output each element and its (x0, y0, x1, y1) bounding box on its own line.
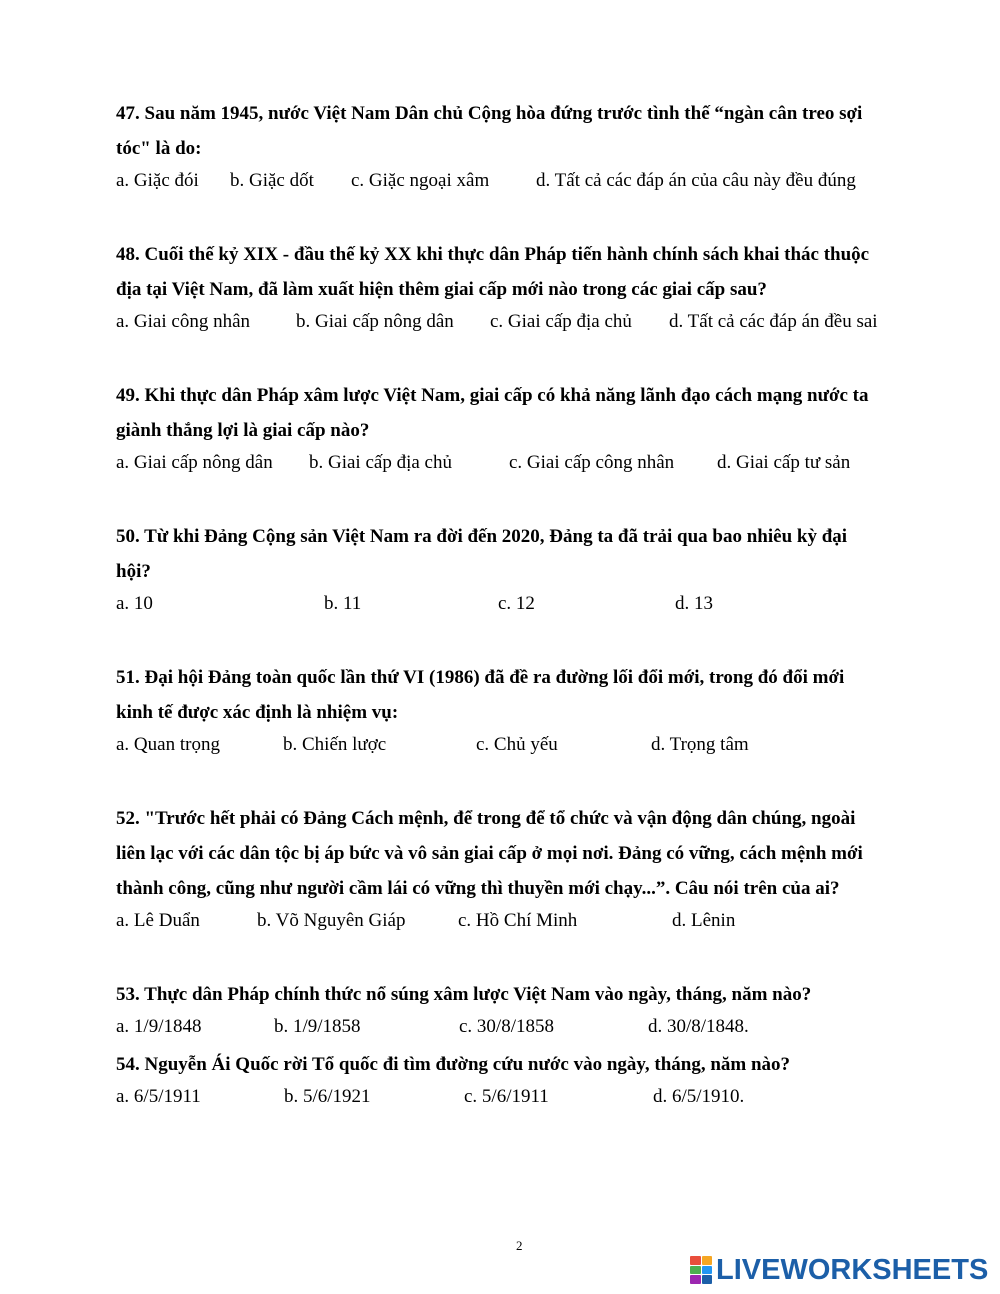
question-text: liên lạc với các dân tộc bị áp bức và vô sản giai cấp ở mọi nơi. Đảng có vững, cách mệnh mới (116, 843, 863, 864)
answer-options (116, 307, 936, 337)
answer-options (116, 730, 936, 760)
option-c[interactable]: c. 5/6/1911 (464, 1086, 549, 1107)
question-50 (116, 519, 936, 619)
answer-options (116, 906, 936, 936)
question-text: kinh tế được xác định là nhiệm vụ: (116, 702, 399, 723)
question-text: 48. Cuối thế kỷ XIX - đầu thế kỷ XX khi thực dân Pháp tiến hành chính sách khai thác thuộc (116, 244, 870, 265)
option-d[interactable]: d. Lênin (672, 910, 736, 931)
option-a[interactable]: a. Giai cấp nông dân (116, 452, 273, 473)
answer-options (116, 1012, 936, 1042)
option-d[interactable]: d. Trọng tâm (651, 734, 749, 755)
option-c[interactable]: c. Chủ yếu (476, 734, 558, 755)
question-text: hội? (116, 561, 151, 582)
option-b[interactable]: b. Giai cấp địa chủ (309, 452, 452, 473)
question-text: 49. Khi thực dân Pháp xâm lược Việt Nam, giai cấp có khả năng lãnh đạo cách mạng nước ta (116, 385, 869, 406)
option-b[interactable]: b. Chiến lược (283, 734, 387, 755)
question-51 (116, 660, 936, 760)
question-text: 51. Đại hội Đảng toàn quốc lần thứ VI (1986) đã đề ra đường lối đổi mới, trong đó đổi mới (116, 667, 845, 688)
option-b[interactable]: b. 11 (324, 593, 362, 614)
question-text: 54. Nguyễn Ái Quốc rời Tổ quốc đi tìm đường cứu nước vào ngày, tháng, năm nào? (116, 1054, 791, 1075)
question-text: 53. Thực dân Pháp chính thức nổ súng xâm lược Việt Nam vào ngày, tháng, năm nào? (116, 984, 812, 1005)
option-b[interactable]: b. 1/9/1858 (274, 1016, 361, 1037)
question-52 (116, 801, 936, 936)
option-d[interactable]: d. Tất cả các đáp án của câu này đều đúng (536, 170, 856, 191)
question-text: 52. "Trước hết phải có Đảng Cách mệnh, để trong để tổ chức và vận động dân chúng, ngoài (116, 808, 856, 829)
option-d[interactable]: d. 13 (675, 593, 713, 614)
option-c[interactable]: c. Giai cấp công nhân (509, 452, 675, 473)
question-text: 47. Sau năm 1945, nước Việt Nam Dân chủ Cộng hòa đứng trước tình thế “ngàn cân treo sợi (116, 103, 863, 124)
option-a[interactable]: a. Quan trọng (116, 734, 220, 755)
option-c[interactable]: c. Giặc ngoại xâm (351, 170, 490, 191)
question-text: tóc" là do: (116, 138, 202, 159)
option-a[interactable]: a. Lê Duẩn (116, 910, 200, 931)
option-b[interactable]: b. Giặc dốt (230, 170, 314, 191)
question-48 (116, 237, 936, 337)
option-a[interactable]: a. 6/5/1911 (116, 1086, 201, 1107)
question-text: thành công, cũng như người cầm lái có vững thì thuyền mới chạy...”. Câu nói trên của ai? (116, 878, 840, 899)
answer-options (116, 166, 936, 196)
logo-grid-icon (690, 1256, 712, 1284)
option-c[interactable]: c. 30/8/1858 (459, 1016, 554, 1037)
question-54 (116, 1047, 936, 1112)
question-text: địa tại Việt Nam, đã làm xuất hiện thêm giai cấp mới nào trong các giai cấp sau? (116, 279, 767, 300)
logo-text: LIVEWORKSHEETS (716, 1253, 989, 1286)
option-c[interactable]: c. Hồ Chí Minh (458, 910, 578, 931)
option-b[interactable]: b. Giai cấp nông dân (296, 311, 454, 332)
question-47 (116, 96, 936, 196)
option-c[interactable]: c. 12 (498, 593, 535, 614)
question-text: 50. Từ khi Đảng Cộng sản Việt Nam ra đời đến 2020, Đảng ta đã trải qua bao nhiêu kỳ đại (116, 526, 848, 547)
option-b[interactable]: b. Võ Nguyên Giáp (257, 910, 406, 931)
option-b[interactable]: b. 5/6/1921 (284, 1086, 371, 1107)
page-number: 2 (516, 1238, 523, 1253)
option-d[interactable]: d. 30/8/1848. (648, 1016, 749, 1037)
answer-options (116, 1082, 936, 1112)
answer-options (116, 589, 936, 619)
liveworksheets-logo[interactable] (690, 1250, 988, 1290)
question-53 (116, 977, 936, 1042)
option-d[interactable]: d. Giai cấp tư sản (717, 452, 851, 473)
option-a[interactable]: a. 10 (116, 593, 153, 614)
option-d[interactable]: d. Tất cả các đáp án đều sai (669, 311, 878, 332)
option-c[interactable]: c. Giai cấp địa chủ (490, 311, 632, 332)
option-a[interactable]: a. Giai công nhân (116, 311, 251, 332)
question-49 (116, 378, 936, 478)
answer-options (116, 448, 936, 478)
option-d[interactable]: d. 6/5/1910. (653, 1086, 745, 1107)
option-a[interactable]: a. 1/9/1848 (116, 1016, 202, 1037)
question-text: giành thắng lợi là giai cấp nào? (116, 420, 370, 441)
option-a[interactable]: a. Giặc đói (116, 170, 199, 191)
